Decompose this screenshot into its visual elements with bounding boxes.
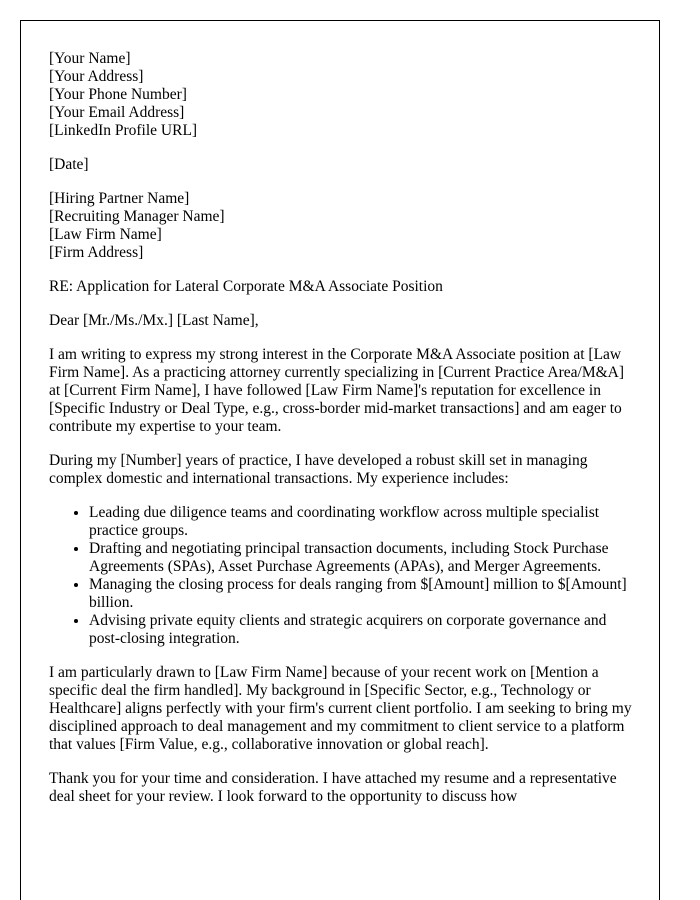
recipient-partner: [Hiring Partner Name] [49,190,190,207]
sender-email: [Your Email Address] [49,104,185,121]
list-item: • Advising private equity clients and strategic acquirers on corporate governance and post-closing integration. [89,612,639,648]
date-block [49,156,639,174]
sender-address: [Your Address] [49,68,144,85]
list-item: • Managing the closing process for deals ranging from $[Amount] million to $[Amount] billion. [89,576,639,612]
subject-line: RE: Application for Lateral Corporate M&A Associate Position [49,278,443,295]
recipient-block [49,190,639,262]
sender-linkedin: [LinkedIn Profile URL] [49,122,198,139]
list-item: • Drafting and negotiating principal transaction documents, including Stock Purchase Agreements (SPAs), Asset Purchase Agreements (APAs), and Merger Agreements. [89,540,639,576]
recipient-firm: [Law Firm Name] [49,226,162,243]
motivation-paragraph: I am particularly drawn to [Law Firm Name] because of your recent work on [Mention a specific deal the firm handled]. My background in [Specific Sector, e.g., Technology or Healthcare] aligns perfectly with your firm's current client portfolio. I am seeking to bring my disciplined approach to deal management and my commitment to client service to a platform that values [Firm Value, e.g., collaborative innovation or global reach]. [49,664,632,753]
list-item: • Leading due diligence teams and coordinating workflow across multiple specialist practice groups. [89,504,639,540]
experience-list [49,504,639,648]
letter-content [49,50,639,822]
letter-page [20,20,660,900]
salutation: Dear [Mr./Ms./Mx.] [Last Name], [49,312,259,329]
recipient-manager: [Recruiting Manager Name] [49,208,225,225]
letter-date: [Date] [49,156,89,173]
recipient-address: [Firm Address] [49,244,144,261]
sender-phone: [Your Phone Number] [49,86,187,103]
intro-paragraph: I am writing to express my strong interest in the Corporate M&A Associate position at [Law Firm Name]. As a practicing attorney currently specializing in [Current Practice Area/M&A] at [Current Firm Name], I have followed [Law Firm Name]'s reputation for excellence in [Specific Industry or Deal Type, e.g., cross-border mid-market transactions] and am eager to contribute my expertise to your team. [49,346,625,435]
sender-block [49,50,639,140]
experience-intro-paragraph: During my [Number] years of practice, I have developed a robust skill set in managing complex domestic and international transactions. My experience includes: [49,452,588,487]
closing-paragraph: Thank you for your time and consideration. I have attached my resume and a representative deal sheet for your review. I look forward to the opportunity to discuss how [49,770,617,805]
sender-name: [Your Name] [49,50,131,67]
